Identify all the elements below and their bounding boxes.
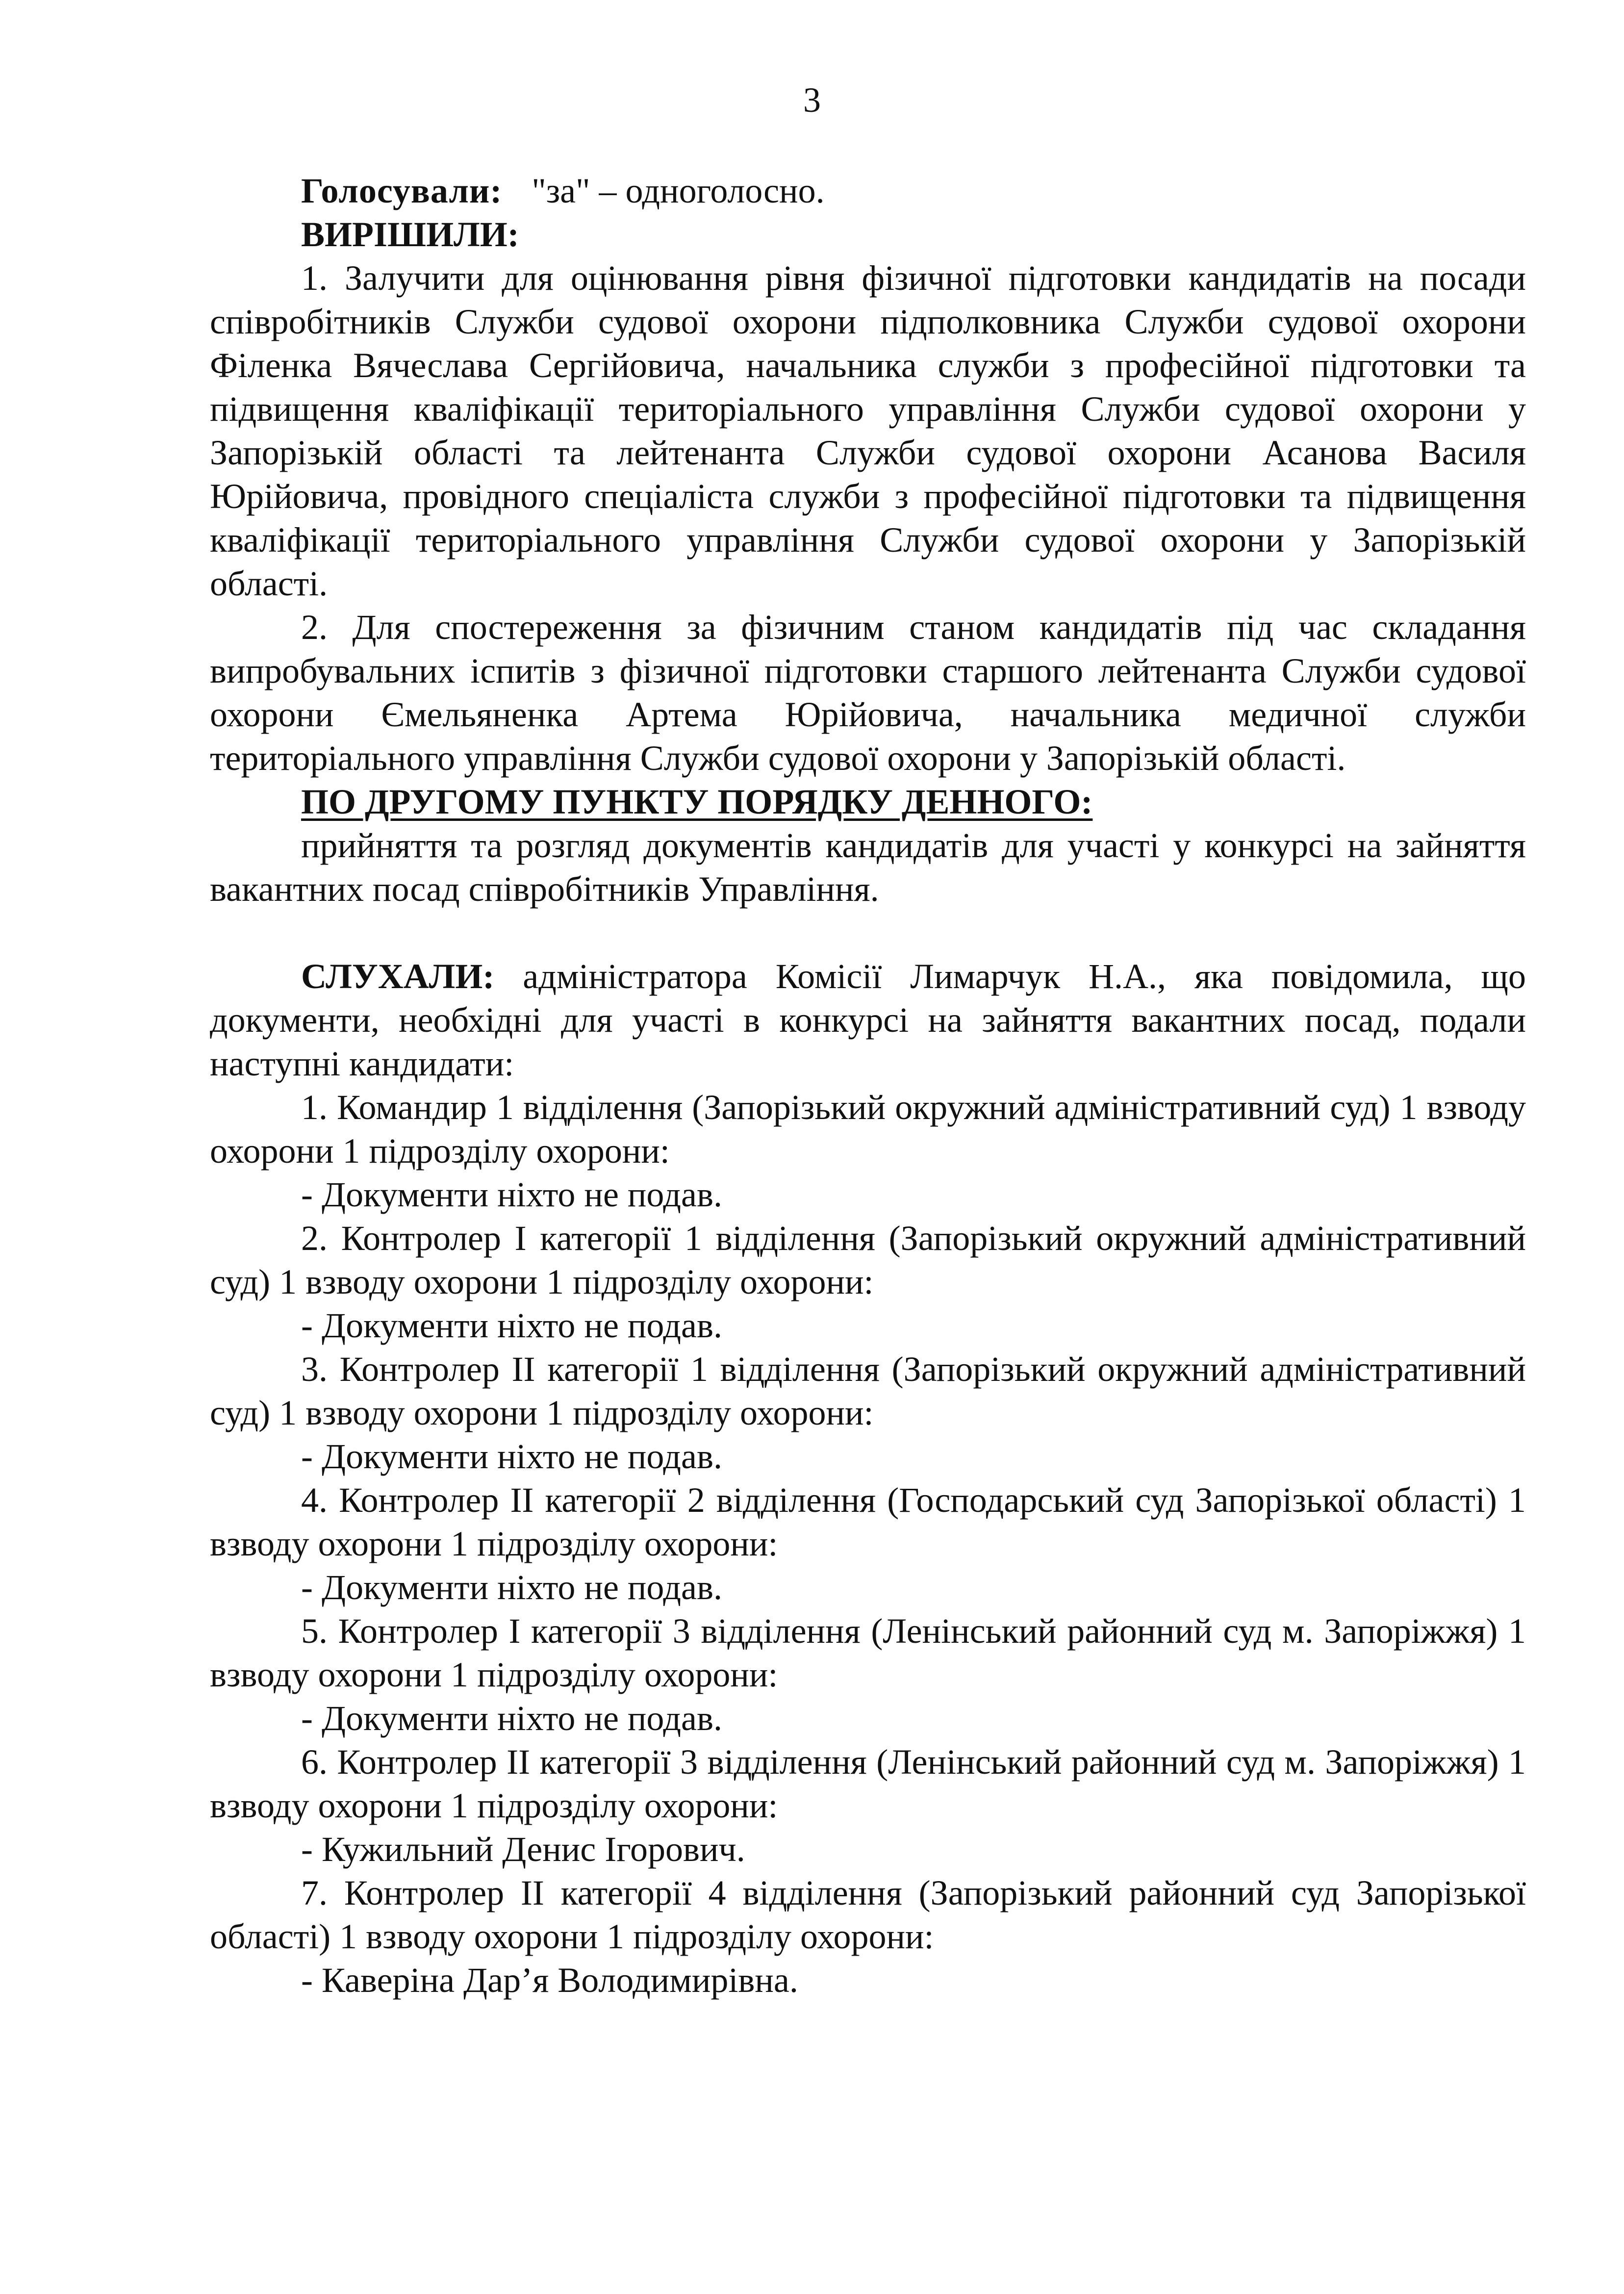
position-item-4: 4. Контролер ІІ категорії 2 відділення (Господарський суд Запорізької області) 1 взводу охорони 1 підрозділу охорони: <box>210 1480 1526 1563</box>
decision-item-2: 2. Для спостереження за фізичним станом кандидатів під час складання випробувальних іспитів з фізичної підготовки старшого лейтенанта Служби судової охорони Ємельяненка Артема Юрійовича, начальника медичної служби територіального управління Служби судової охорони у Запорізькій області. <box>210 608 1526 778</box>
heard-paragraph <box>210 955 1526 1086</box>
heard-label: СЛУХАЛИ: <box>301 957 495 996</box>
position-item-7: 7. Контролер ІІ категорії 4 відділення (Запорізький районний суд Запорізької області) 1 взводу охорони 1 підрозділу охорони: <box>210 1873 1526 1956</box>
candidate-item-1: - Документи ніхто не подав. <box>301 1175 722 1214</box>
candidate-item-4: - Документи ніхто не подав. <box>301 1568 722 1607</box>
page-number: 3 <box>803 80 821 120</box>
position-item-1: 1. Командир 1 відділення (Запорізький окружний адміністративний суд) 1 взводу охорони 1 підрозділу охорони: <box>210 1088 1526 1171</box>
candidate-item-2: - Документи ніхто не подав. <box>301 1306 722 1345</box>
candidate-item-5: - Документи ніхто не подав. <box>301 1699 722 1738</box>
agenda-second-heading: ПО ДРУГОМУ ПУНКТУ ПОРЯДКУ ДЕННОГО: <box>301 782 1093 821</box>
candidate-item-7: - Каверіна Дар’я Володимирівна. <box>301 1961 798 2000</box>
vote-value: "за" – одноголосно. <box>532 171 825 210</box>
vote-label: Голосували: <box>301 171 503 210</box>
candidate-item-3: - Документи ніхто не подав. <box>301 1437 722 1476</box>
position-item-3: 3. Контролер ІІ категорії 1 відділення (Запорізький окружний адміністративний суд) 1 взводу охорони 1 підрозділу охорони: <box>210 1350 1526 1432</box>
position-item-6: 6. Контролер ІІ категорії 3 відділення (Ленінський районний суд м. Запоріжжя) 1 взводу охорони 1 підрозділу охорони: <box>210 1742 1526 1825</box>
position-item-2: 2. Контролер І категорії 1 відділення (Запорізький окружний адміністративний суд) 1 взводу охорони 1 підрозділу охорони: <box>210 1219 1526 1301</box>
heard-text: адміністратора Комісії Лимарчук Н.А., яка повідомила, що документи, необхідні для участі в конкурсі на зайняття вакантних посад, подали наступні кандидати: <box>210 957 1526 1083</box>
decided-heading: ВИРІШИЛИ: <box>301 215 519 254</box>
vote-result <box>210 169 1526 213</box>
agenda-second-text: прийняття та розгляд документів кандидатів для участі у конкурсі на зайняття вакантних посад співробітників Управління. <box>210 826 1526 909</box>
document-body <box>210 169 1526 2002</box>
decision-item-1: 1. Залучити для оцінювання рівня фізичної підготовки кандидатів на посади співробітників Служби судової охорони підполковника Служби судової охорони Філенка Вячеслава Сергійовича, начальника служби з професійної підготовки та підвищення кваліфікації територіального управління Служби судової охорони у Запорізькій області та лейтенанта Служби судової охорони Асанова Василя Юрійовича, провідного спеціаліста служби з професійної підготовки та підвищення кваліфікації територіального управління Служби судової охорони у Запорізькій області. <box>210 258 1526 603</box>
candidate-item-6: - Кужильний Денис Ігорович. <box>301 1830 745 1869</box>
position-item-5: 5. Контролер І категорії 3 відділення (Ленінський районний суд м. Запоріжжя) 1 взводу охорони 1 підрозділу охорони: <box>210 1611 1526 1694</box>
